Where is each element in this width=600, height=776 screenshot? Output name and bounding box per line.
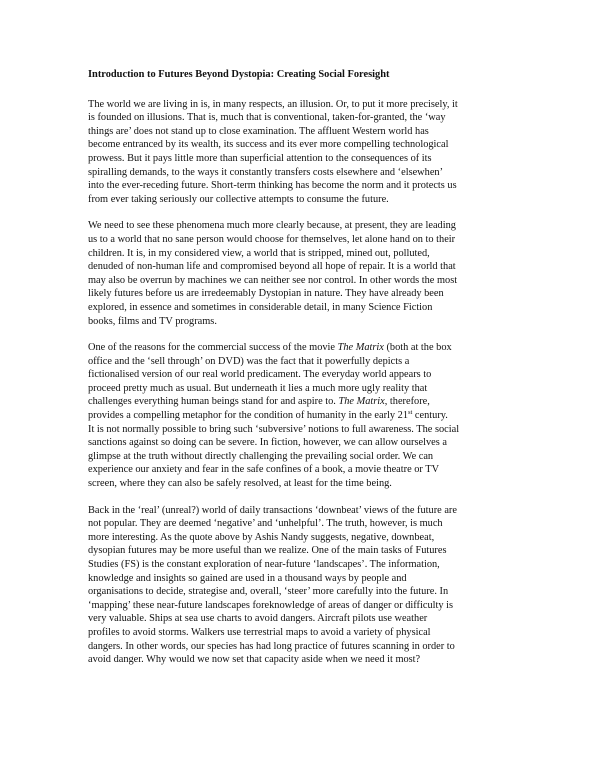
text-line: sanctions against so doing can be severe. In fiction, however, we can allow ourselves a	[88, 437, 447, 449]
ordinal-suffix: st	[408, 409, 413, 417]
text-line: Back in the ‘real’ (unreal?) world of daily transactions ‘downbeat’ views of the future are	[88, 504, 457, 516]
paragraph-3	[88, 341, 520, 491]
text-line: organisations to decide, strategise and, overall, ‘steer’ more carefully into the future. In	[88, 586, 449, 598]
text-line: spiralling demands, to the ways it constantly transfers costs elsewhere and ‘elsewhen’	[88, 166, 444, 178]
text-line: dysopian futures may be more useful than we realize. One of the main tasks of Futures	[88, 545, 447, 557]
text-line: things are’ does not stand up to close examination. The affluent Western world has	[88, 125, 429, 137]
text-segment: challenges everything human beings stand for and aspire to.	[88, 396, 339, 408]
paragraphs	[88, 98, 520, 667]
text-line: dangers. In other words, our species has had long practice of futures scanning in order to	[88, 640, 455, 652]
text-segment: One of the reasons for the commercial success of the movie	[88, 342, 338, 354]
text-line: denuded of non-human life and compromised beyond all hope of repair. It is a world that	[88, 261, 456, 273]
text-line: is founded on illusions. That is, much that is conventional, taken-for-granted, the ‘way	[88, 112, 446, 124]
italic-title: The Matrix	[338, 396, 385, 408]
text-segment: (both at the box	[383, 342, 452, 354]
text-line: avoid danger. Why would we now set that capacity aside when we need it most?	[88, 654, 421, 666]
text-segment: century.	[412, 410, 448, 422]
text-line: experience our anxiety and fear in the safe confines of a book, a movie theatre or TV	[88, 464, 440, 476]
italic-title: The Matrix	[337, 342, 384, 354]
text-segment: provides a compelling metaphor for the condition of humanity in the early 21	[88, 410, 408, 422]
text-line	[88, 409, 520, 423]
text-line: The world we are living in is, in many respects, an illusion. Or, to put it more precisely, it	[88, 98, 458, 110]
text-line: fictionalised version of our real world predicament. The everyday world appears to	[88, 369, 432, 381]
text-line: proceed pretty much as usual. But underneath it lies a much more ugly reality that	[88, 382, 428, 394]
paragraph-2	[88, 219, 520, 328]
paragraph-4	[88, 504, 520, 667]
text-line: very valuable. Ships at sea use charts to avoid dangers. Aircraft pilots use weather	[88, 613, 428, 625]
text-line: explored, in essence and sometimes in considerable detail, in many Science Fiction	[88, 301, 433, 313]
text-line: may also be overrun by machines we can neither see nor control. In other words the most	[88, 274, 458, 286]
document-title: Introduction to Futures Beyond Dystopia: Creating Social Foresight	[88, 69, 390, 80]
text-line	[88, 341, 520, 355]
text-line: likely futures before us are irredeemably Dystopian in nature. They have already been	[88, 288, 444, 300]
text-line	[88, 395, 520, 409]
text-line: more interesting. As the quote above by Ashis Nandy suggests, negative, downbeat,	[88, 531, 435, 543]
text-line: us to a world that no sane person would choose for themselves, let alone hand on to their	[88, 233, 456, 245]
text-line: children. It is, in my considered view, a world that is stripped, mined out, polluted,	[88, 247, 430, 259]
text-line: screen, where they can also be safely resolved, at least for the time being.	[88, 478, 392, 490]
paragraph-1	[88, 98, 520, 207]
text-segment: , therefore,	[384, 396, 430, 408]
text-line: knowledge and insights so gained are used in a thousand ways by people and	[88, 572, 407, 584]
text-line: not popular. They are deemed ‘negative’ and ‘unhelpful’. The truth, however, is much	[88, 518, 443, 530]
text-line: into the ever-receding future. Short-term thinking has become the norm and it protects us	[88, 180, 457, 192]
text-line: from ever taking seriously our collective attempts to consume the future.	[88, 193, 389, 205]
text-line: books, films and TV programs.	[88, 315, 217, 327]
text-line: It is not normally possible to bring such ‘subversive’ notions to full awareness. The social	[88, 423, 460, 435]
text-line: ‘mapping’ these near-future landscapes foreknowledge of areas of danger or difficulty is	[88, 599, 454, 611]
text-line: become entranced by its wealth, its success and its ever more compelling technological	[88, 139, 449, 151]
text-line: We need to see these phenomena much more clearly because, at present, they are leading	[88, 220, 456, 232]
text-line: glimpse at the truth without directly challenging the prevailing social order. We can	[88, 450, 434, 462]
text-line: office and the ‘sell through’ on DVD) was the fact that it powerfully depicts a	[88, 355, 410, 367]
document-body	[88, 68, 520, 680]
text-line: prowess. But it pays little more than superficial attention to the consequences of its	[88, 152, 432, 164]
text-line: Studies (FS) is the constant exploration of near-future ‘landscapes’. The information,	[88, 559, 440, 570]
text-line: profiles to avoid storms. Walkers use terrestrial maps to avoid a variety of physical	[88, 626, 431, 638]
